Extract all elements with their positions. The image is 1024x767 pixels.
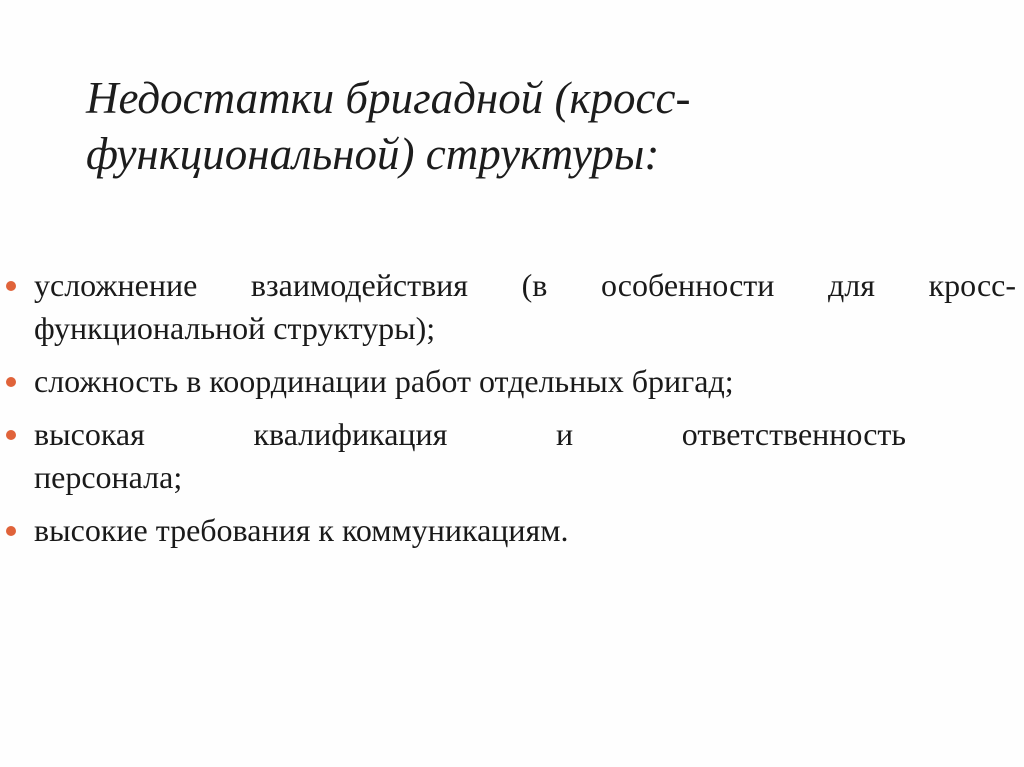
bullet-1-line-2: функциональной структуры); — [34, 310, 436, 346]
slide-title — [86, 70, 806, 182]
bullet-dot-icon — [6, 281, 16, 291]
bullet-2-text: сложность в координации работ отдельных бригад; — [34, 363, 734, 399]
slide-title-line-1: Недостатки бригадной (кросс- — [86, 73, 691, 123]
bullet-3-line-2: персонала; — [34, 459, 183, 495]
slide-title-line-2: функциональной) структуры: — [86, 129, 660, 179]
bullet-item-4 — [0, 509, 1024, 552]
bullet-item-3 — [0, 413, 912, 499]
bullet-item-1 — [0, 264, 1022, 350]
bullet-1-line-1: усложнение взаимодействия (в особенности для кросс- — [34, 267, 1016, 303]
bullet-dot-icon — [6, 430, 16, 440]
bullet-4-text: высокие требования к коммуникациям. — [34, 512, 569, 548]
bullet-list — [0, 264, 1024, 562]
bullet-item-2 — [0, 360, 1024, 403]
bullet-dot-icon — [6, 377, 16, 387]
bullet-dot-icon — [6, 526, 16, 536]
bullet-3-line-1: высокая квалификация и ответственность — [34, 416, 906, 452]
